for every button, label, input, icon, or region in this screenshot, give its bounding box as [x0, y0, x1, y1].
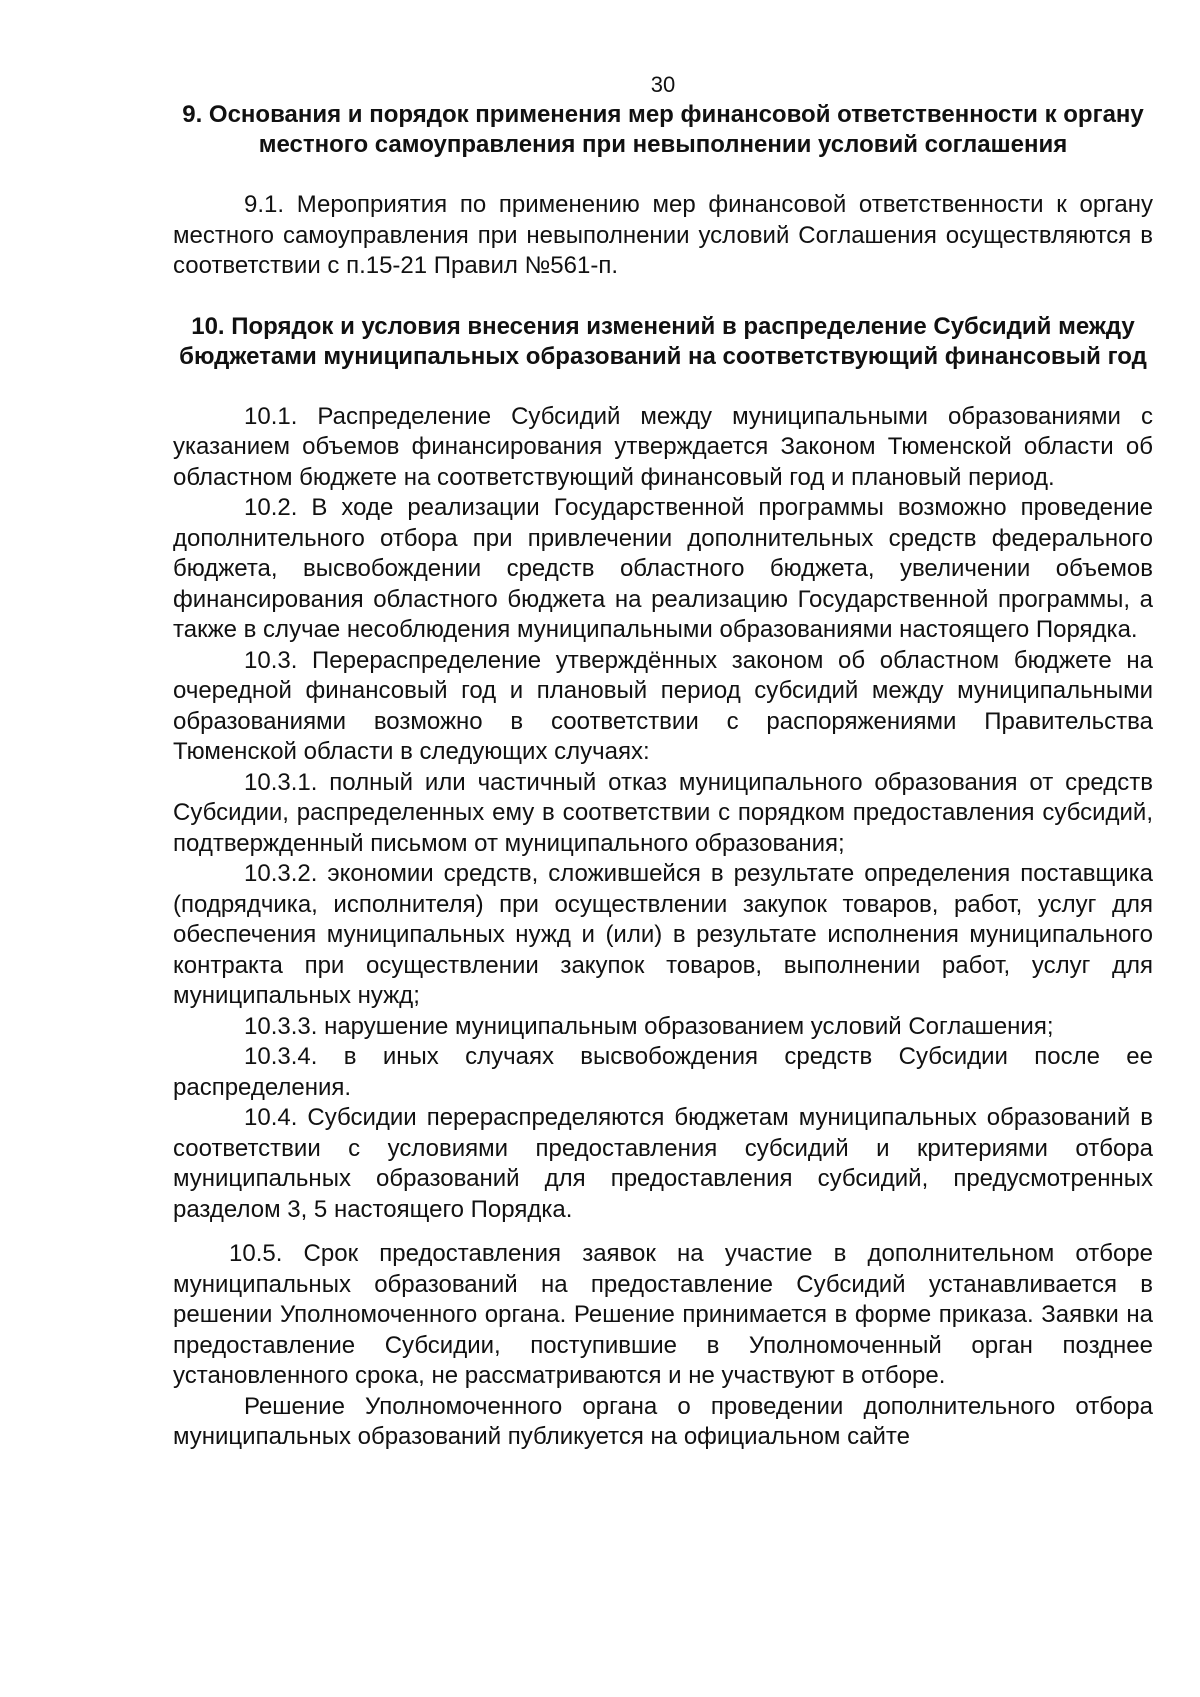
- paragraph-decision: Решение Уполномоченного органа о проведении дополнительного отбора муниципальных образований публикуется на официальном сайте: [173, 1392, 1153, 1450]
- document-page: [173, 70, 1153, 1453]
- paragraph-10-3-4: 10.3.4. в иных случаях высвобождения средств Субсидии после ее распределения.: [173, 1043, 1153, 1101]
- section-9-heading: 9. Основания и порядок применения мер финансовой ответственности к органу местного самоуправления при невыполнении условий соглашения: [182, 101, 1144, 158]
- paragraph-10-3-1: 10.3.1. полный или частичный отказ муниципального образования от средств Субсидии, распределенных ему в соответствии с порядком предоставления субсидий, подтвержденный письмом от муниципального образования;: [173, 768, 1153, 857]
- paragraph-10-2: 10.2. В ходе реализации Государственной программы возможно проведение дополнительного отбора при привлечении дополнительных средств федерального бюджета, высвобождении средств областного бюджета, увеличении объемов финансирования областного бюджета на реализацию Государственной программы, а также в случае несоблюдения муниципальными образованиями настоящего Порядка.: [173, 494, 1153, 643]
- paragraph-10-3: 10.3. Перераспределение утверждённых законом об областном бюджете на очередной финансовый год и плановый период субсидий между муниципальными образованиями возможно в соответствии с распоряжениями Правительства Тюменской области в следующих случаях:: [173, 646, 1153, 765]
- section-10-heading: 10. Порядок и условия внесения изменений в распределение Субсидий между бюджетами муниципальных образований на соответствующий финансовый год: [179, 312, 1147, 370]
- paragraph-10-1: 10.1. Распределение Субсидий между муниципальными образованиями с указанием объемов финансирования утверждается Законом Тюменской области об областном бюджете на соответствующий финансовый год и плановый период.: [173, 402, 1153, 491]
- paragraph-10-3-3: 10.3.3. нарушение муниципальным образованием условий Соглашения;: [244, 1012, 1054, 1040]
- paragraph-10-4: 10.4. Субсидии перераспределяются бюджетам муниципальных образований в соответствии с условиями предоставления субсидий и критериями отбора муниципальных образований для предоставления субсидий, предусмотренных разделом 3, 5 настоящего Порядка.: [173, 1104, 1153, 1223]
- page-number: 30: [650, 72, 676, 97]
- paragraph-10-5: 10.5. Срок предоставления заявок на участие в дополнительном отборе муниципальных образований на предоставление Субсидий устанавливается в решении Уполномоченного органа. Решение принимается в форме приказа. Заявки на предоставление Субсидии, поступившие в Уполномоченный орган позднее установленного срока, не рассматриваются и не участвуют в отборе.: [173, 1240, 1153, 1389]
- paragraph-9-1: 9.1. Мероприятия по применению мер финансовой ответственности к органу местного самоуправления при невыполнении условий Соглашения осуществляются в соответствии с п.15-21 Правил №561-п.: [173, 191, 1153, 279]
- paragraph-10-3-2: 10.3.2. экономии средств, сложившейся в результате определения поставщика (подрядчика, исполнителя) при осуществлении закупок товаров, работ, услуг для обеспечения муниципальных нужд и (или) в результате исполнения муниципального контракта при осуществлении закупок товаров, выполнении работ, услуг для муниципальных нужд;: [173, 860, 1153, 1009]
